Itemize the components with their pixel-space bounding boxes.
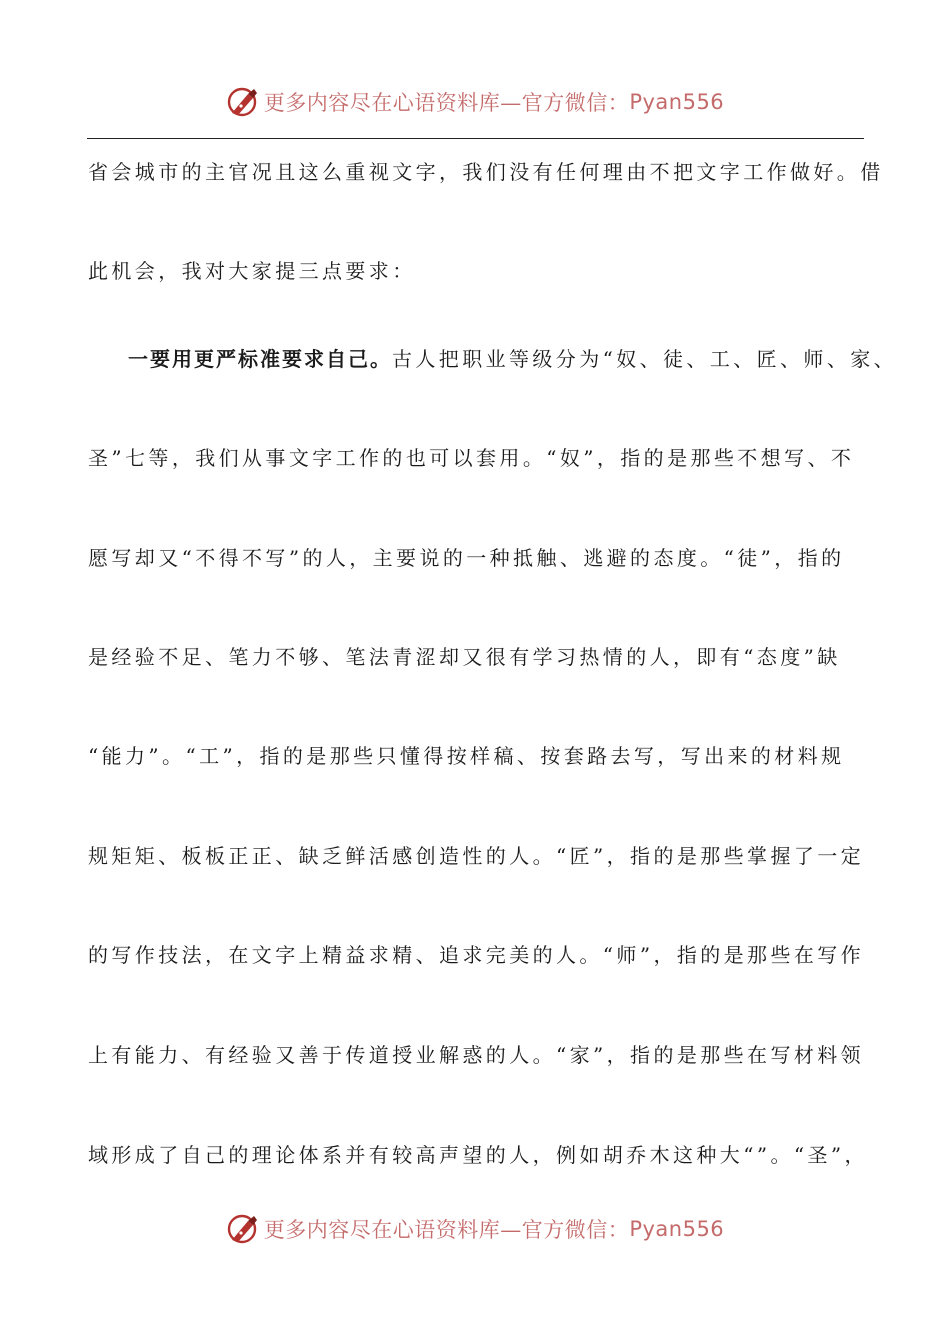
- text-line: 上有能力、有经验又善于传道授业解惑的人。“家”，指的是那些在写材料领: [88, 1043, 865, 1067]
- footer-banner: [0, 1209, 950, 1249]
- wechat-id: Pyan556: [629, 90, 725, 114]
- text-line: “能力”。“工”，指的是那些只懂得按样稿、按套路去写，写出来的材料规: [88, 744, 845, 768]
- header-banner: [0, 82, 950, 122]
- text-line: 愿写却又“不得不写”的人，主要说的一种抵触、逃避的态度。“徒”，指的: [88, 546, 845, 570]
- text-line: 省会城市的主官况且这么重视文字，我们没有任何理由不把文字工作做好。借: [88, 160, 884, 184]
- text-line: 古人把职业等级分为“奴、徒、工、匠、师、家、: [392, 347, 898, 371]
- paragraph-point-1: [128, 345, 928, 373]
- wechat-id: Pyan556: [629, 1217, 725, 1241]
- header-rule: [87, 138, 864, 139]
- pen-nib-logo-icon: [226, 85, 260, 119]
- text-line: 域形成了自己的理论体系并有较高声望的人，例如胡乔木这种大“”。“圣”，: [88, 1143, 868, 1167]
- text-line: 是经验不足、笔力不够、笔法青涩却又很有学习热情的人，即有“态度”缺: [88, 645, 841, 669]
- pen-nib-logo-icon: [226, 1212, 260, 1246]
- text-line: 此机会，我对大家提三点要求：: [88, 259, 416, 283]
- banner-text: 更多内容尽在心语资料库—官方微信：: [263, 91, 630, 115]
- text-line: 圣”七等，我们从事文字工作的也可以套用。“奴”，指的是那些不想写、不: [88, 446, 855, 470]
- banner-text: 更多内容尽在心语资料库—官方微信：: [263, 1218, 630, 1242]
- text-line: 的写作技法，在文字上精益求精、追求完美的人。“师”，指的是那些在写作: [88, 943, 865, 967]
- point-heading: 一要用更严标准要求自己。: [128, 347, 392, 371]
- text-line: 规矩矩、板板正正、缺乏鲜活感创造性的人。“匠”，指的是那些掌握了一定: [88, 844, 865, 868]
